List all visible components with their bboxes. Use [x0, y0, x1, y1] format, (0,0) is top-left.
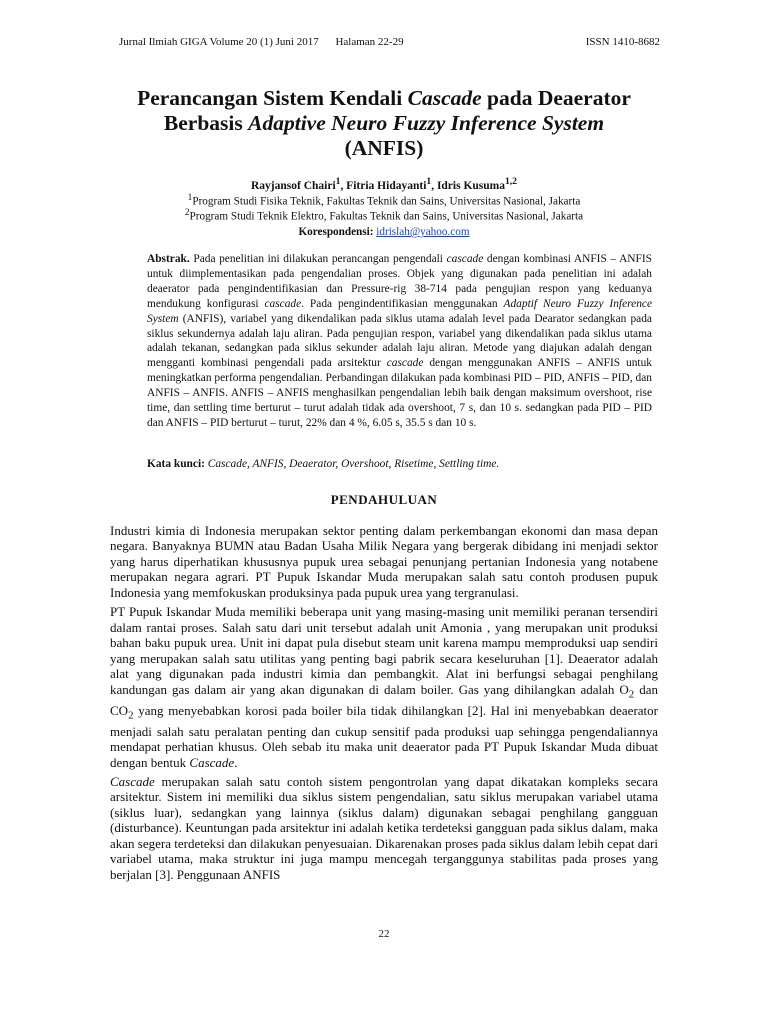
- correspondence: [90, 226, 678, 238]
- affiliation-mark: 1: [187, 193, 193, 203]
- title-text: Perancangan Sistem Kendali: [137, 86, 408, 110]
- title-text: (ANFIS): [344, 136, 424, 160]
- email-link[interactable]: idrislah@yahoo.com: [376, 226, 470, 238]
- affiliation: [90, 208, 678, 223]
- issn: ISSN 1410-8682: [585, 36, 660, 48]
- author-name: Idris Kusuma: [436, 179, 505, 192]
- page-number: 22: [378, 928, 390, 940]
- abstract-label: Abstrak.: [147, 253, 190, 265]
- section-heading: PENDAHULUAN: [330, 492, 438, 507]
- abstract-text: . Pada pengindentifikasian menggunakan: [301, 297, 504, 310]
- paragraph-text: Industri kimia di Indonesia merupakan sektor penting dalam perkembangan ekonomi dan masa depan negara. Banyaknya BUMN atau Badan Usaha Milik Negara yang bergerak dibidang ini menjadi sektor yang harus diperhatikan khususnya pupuk urea sebagai penunjang pertanian Indonesia yang notabene merupakan negara agrari. PT Pupuk Iskandar Muda merupakan salah satu contoh produsen pupuk Indonesia yang memfokuskan produksinya pada pupuk urea yang tergranulasi.: [110, 523, 658, 600]
- affiliation-mark: 2: [184, 208, 190, 218]
- author-affiliation-mark: 1: [426, 176, 432, 187]
- page-range: Halaman 22-29: [335, 36, 404, 48]
- abstract-text: dengan menggunakan ANFIS – ANFIS untuk meningkatkan performa pengendalian. Perbandingan dilakukan pada kombinasi PID – PID, ANFIS – PID, dan ANFIS – ANFIS. ANFIS – ANFIS menghasilkan pengendalian lebih baik dengan maksimum overshoot, rise time, dan settling time berturut – turut adalah tidak ada overshoot, 7 s, dan 10 s. sedangkan pada PID – PID dan ANFIS – PID berturut – turut, 22% dan 4 %, 6.05 s, 35.5 s dan 10 s.: [147, 357, 652, 429]
- abstract-italic: cascade: [264, 297, 302, 310]
- abstract-text: Pada penelitian ini dilakukan perancangan pengendali: [189, 253, 447, 265]
- title-text: pada Deaerator: [481, 86, 631, 110]
- paragraph: [110, 604, 658, 770]
- abstract-text: dengan kombinasi ANFIS – ANFIS untuk diimplementasikan pada pengendalian proses. Objek yang digunakan pada penelitian ini adalah deaerator pada pengindentifikasian dan Pressure-rig 38-714 pada pengujian respon yang keduanya mendukung konfigurasi: [147, 253, 652, 310]
- abstract-text: (ANFIS), variabel yang dikendalikan pada siklus utama adalah level pada Dearator sedangkan pada siklus sekundernya adalah laju aliran. Pada pengujian respon, variabel yang dikendalikan pada siklus utama adalah tekanan, sedangkan pada siklus sekunder adalah laju aliran. Metode yang diajukan adalah dengan mengganti kombinasi pengendali pada arsitektur: [147, 312, 652, 370]
- author-name: Fitria Hidayanti: [346, 179, 427, 192]
- author-affiliation-mark: 1,2: [505, 176, 517, 187]
- paragraph-text: yang menyebabkan korosi pada boiler bila tidak dihilangkan [2]. Hal ini menyebabkan deaerator menjadi salah satu peralatan penting dan cukup sensitif pada produksi uap sehingga pengendaliannya mendapat perhatian khusus. Oleh sebab itu maka unit deaerator pada PT Pupuk Iskandar Muda dibuat dengan bentuk: [110, 702, 658, 770]
- paragraph-text: dan CO: [110, 681, 658, 718]
- paragraph-text: merupakan salah satu contoh sistem pengontrolan yang dapat dikatakan kompleks secara arsitektur. Sistem ini memiliki dua siklus sistem pengendalian, satu siklus merupakan variabel utama (siklus luar), sedangkan yang lainnya (siklus dalam) digunakan sebagai penghilang gangguan (disturbance). Keuntungan pada arsitektur ini adalah ketika terdeteksi gangguan pada siklus dalam, maka akan segera terdeteksi dan dilakukan penyesuaian. Dikarenakan proses pada siklus dalam lebih cepat dari variabel utama, maka struktur ini juga mampu mencegah terganggunya stabilitas pada proses yang berjalan [3]. Penggunaan ANFIS: [110, 773, 658, 882]
- keywords-text: Cascade, ANFIS, Deaerator, Overshoot, Risetime, Settling time.: [204, 458, 500, 470]
- subscript: 2: [128, 709, 134, 722]
- journal-name: Jurnal Ilmiah GIGA Volume 20 (1) Juni 2017: [119, 36, 319, 48]
- paragraph-text: PT Pupuk Iskandar Muda memiliki beberapa unit yang masing-masing unit memiliki peranan tersendiri dalam rantai proses. Salah satu dari unit tersebut adalah unit Amonia , yang merupakan unit produksi bahan baku pupuk urea. Unit ini dapat pula disebut steam unit karena mampu memproduksi uap sendiri yang merupakan salah satu utilitas yang penting bagi pabrik secara keseluruhan [1]. Deaerator adalah alat yang digunakan pada industri kimia dan pembangkit. Alat ini berfungsi sebagai penghilang kandungan gas dalam air yang akan digunakan di dalam boiler. Gas yang dihilangkan adalah O: [110, 604, 658, 697]
- paragraph: [110, 523, 658, 600]
- abstract-italic: cascade: [446, 253, 484, 265]
- paragraph-text: .: [234, 754, 238, 770]
- title-italic: Cascade: [407, 86, 482, 110]
- author-name: Rayjansof Chairi: [251, 179, 336, 192]
- paper-title: [90, 86, 678, 161]
- affiliation-text: Program Studi Teknik Elektro, Fakultas Teknik dan Sains, Universitas Nasional, Jakarta: [189, 210, 584, 223]
- title-text: Berbasis: [163, 111, 249, 135]
- keywords: [147, 458, 652, 470]
- title-italic: Adaptive Neuro Fuzzy Inference System: [248, 111, 605, 135]
- abstract-italic: cascade: [386, 357, 424, 370]
- subscript: 2: [628, 688, 635, 701]
- author-affiliation-mark: 1: [335, 176, 341, 187]
- paragraph-italic: Cascade: [110, 773, 155, 789]
- correspondence-label: Korespondensi:: [298, 226, 374, 238]
- keywords-label: Kata kunci:: [147, 458, 205, 470]
- author-list: Rayjansof Chairi$^1$, Fitria Hidayanti$^1$, Idris Kusuma$^{1,2}$: [251, 176, 517, 192]
- paragraph-italic: Cascade: [189, 754, 235, 770]
- affiliation: [90, 193, 678, 208]
- body-text: [110, 523, 658, 886]
- affiliation-text: Program Studi Fisika Teknik, Fakultas Teknik dan Sains, Universitas Nasional, Jakarta: [192, 195, 581, 208]
- abstract: [147, 252, 652, 431]
- abstract-italic: Adaptif Neuro Fuzzy Inference System: [147, 297, 653, 325]
- running-header: [119, 36, 660, 48]
- paragraph: [110, 774, 658, 882]
